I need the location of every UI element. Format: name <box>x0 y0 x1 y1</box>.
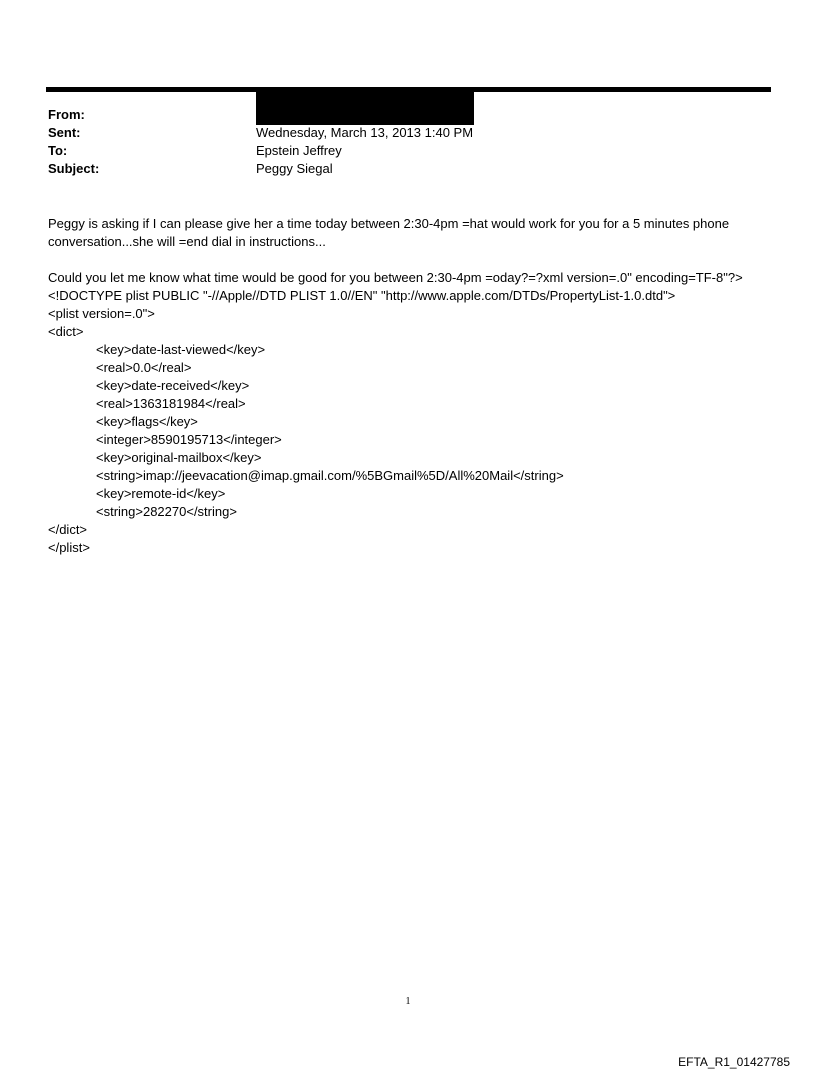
from-row <box>48 106 768 124</box>
plist-open-line: <plist version=.0"> <box>48 306 155 321</box>
subject-label: Subject: <box>48 161 100 176</box>
from-label: From: <box>48 107 85 122</box>
dict-line: <key>original-mailbox</key> <box>96 450 262 465</box>
page-number: 1 <box>405 996 411 1007</box>
dict-line: <string>imap://jeevacation@imap.gmail.com/%5BGmail%5D/All%20Mail</string> <box>96 468 564 483</box>
subject-value: Peggy Siegal <box>256 161 333 176</box>
sent-value: Wednesday, March 13, 2013 1:40 PM <box>256 125 474 140</box>
email-body <box>48 215 768 557</box>
to-label: To: <box>48 143 68 158</box>
dict-close-line: </dict> <box>48 522 88 537</box>
sent-label: Sent: <box>48 125 81 140</box>
dict-line: <string>282270</string> <box>96 504 237 519</box>
email-header <box>48 106 768 178</box>
dict-open-line: <dict> <box>48 324 84 339</box>
to-value: Epstein Jeffrey <box>256 143 342 158</box>
subject-row <box>48 160 768 178</box>
dict-line: <real>0.0</real> <box>96 360 192 375</box>
plist-close-line: </plist> <box>48 540 90 555</box>
redaction-box <box>256 92 474 125</box>
dict-line: <key>date-last-viewed</key> <box>96 342 266 357</box>
dict-line: <key>date-received</key> <box>96 378 250 393</box>
to-row <box>48 142 768 160</box>
body-paragraph-1: Peggy is asking if I can please give her a time today between 2:30-4pm =hat would work for you for a 5 minutes phone conversation...she will =end dial in instructions... <box>48 216 730 249</box>
dict-line: <key>flags</key> <box>96 414 198 429</box>
sent-row <box>48 124 768 142</box>
dict-line: <key>remote-id</key> <box>96 486 226 501</box>
dict-line: <integer>8590195713</integer> <box>96 432 282 447</box>
dict-line: <real>1363181984</real> <box>96 396 246 411</box>
document-id: EFTA_R1_01427785 <box>678 1055 790 1069</box>
body-paragraph-2: Could you let me know what time would be good for you between 2:30-4pm =oday?=?xml version=.0" encoding=TF-8"?> <!DOCTYPE plist PUBLIC "-//Apple//DTD PLIST 1.0//EN" "http://www.apple.com/DTDs/PropertyList-1.0.dtd"> <box>48 270 743 303</box>
